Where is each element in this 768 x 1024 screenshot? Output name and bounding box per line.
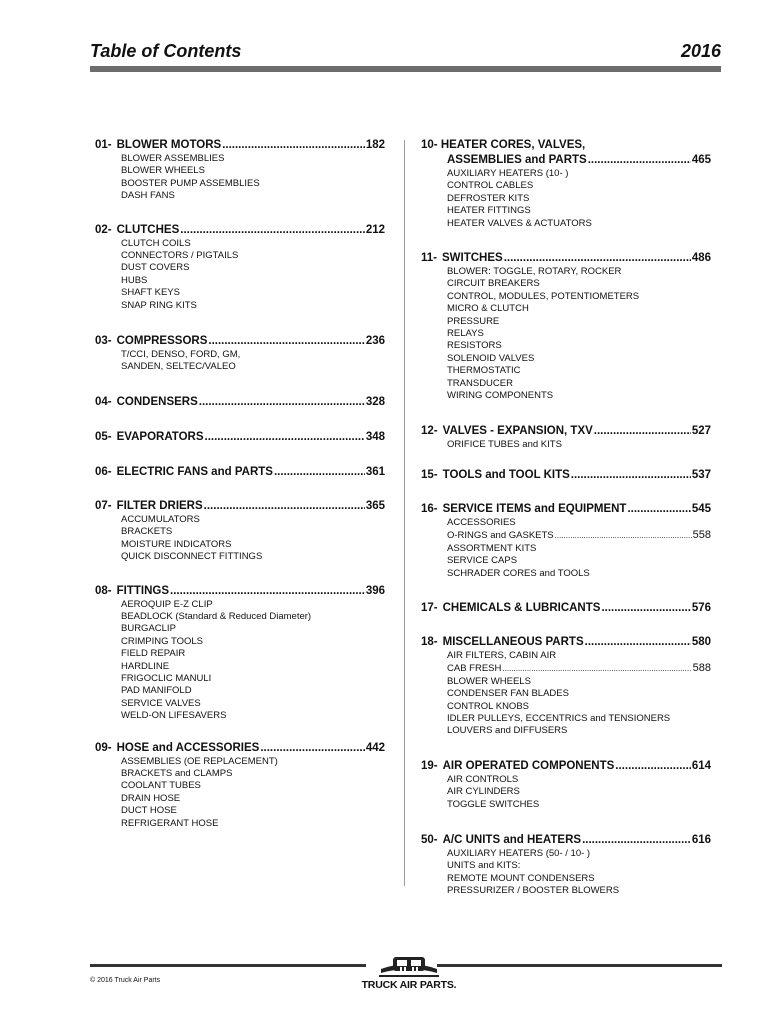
subitem: RESISTORS	[447, 340, 502, 352]
page-number: 442	[365, 741, 385, 754]
subitem-list	[421, 650, 711, 738]
toc-section	[421, 833, 711, 898]
section-number: 16-	[421, 502, 438, 515]
footer-rule-right	[437, 964, 722, 967]
section-title-text: SERVICE ITEMS and EQUIPMENT	[442, 502, 627, 515]
subitem-list	[95, 349, 385, 374]
subitem-list	[95, 756, 385, 830]
section-title	[421, 635, 711, 650]
subitem: WELD-ON LIFESAVERS	[121, 710, 227, 722]
section-title	[421, 153, 711, 168]
subitem: SOLENOID VALVES	[447, 352, 535, 364]
subitem: CONTROL, MODULES, POTENTIOMETERS	[447, 290, 640, 302]
section-number: 50-	[421, 834, 438, 846]
header-rule	[90, 66, 721, 72]
subitem: BLOWER: TOGGLE, ROTARY, ROCKER	[447, 266, 622, 278]
footer-rule-left	[90, 964, 366, 967]
subitem: PRESSURE	[447, 315, 500, 327]
section-number: 15-	[421, 468, 438, 481]
section-number: 17-	[421, 601, 438, 614]
subitem: SERVICE VALVES	[121, 697, 201, 709]
subitem: IDLER PULLEYS, ECCENTRICS and TENSIONERS	[447, 712, 671, 724]
subitem: AEROQUIP E-Z CLIP	[121, 598, 213, 610]
toc-column-left	[95, 138, 385, 830]
page-number: 527	[691, 424, 711, 437]
subitem: HEATER VALVES & ACTUATORS	[447, 217, 592, 229]
page-title: Table of Contents	[90, 41, 242, 61]
section-title-text: MISCELLANEOUS PARTS	[442, 635, 584, 648]
subitem-list	[95, 238, 385, 312]
section-title-text: ASSEMBLIES and PARTS	[447, 154, 587, 166]
leader-dots	[205, 430, 365, 445]
section-title	[421, 251, 711, 266]
leader-dots	[180, 223, 365, 238]
toc-section	[95, 334, 385, 374]
section-title	[421, 833, 711, 848]
section-title	[95, 741, 385, 756]
leader-dots	[204, 499, 365, 514]
subitem: AIR CONTROLS	[447, 773, 519, 785]
section-title-text: HOSE and ACCESSORIES	[116, 741, 260, 754]
page-number: 348	[365, 430, 385, 443]
subitem: UNITS and KITS:	[447, 860, 521, 872]
copyright-text: © 2016 Truck Air Parts	[90, 977, 161, 984]
subitem: CRIMPING TOOLS	[121, 635, 203, 647]
page-number: 182	[365, 139, 385, 151]
subitem: AUXILIARY HEATERS (50- / 10- )	[447, 848, 591, 859]
leader-dots	[588, 153, 691, 168]
subitem: BOOSTER PUMP ASSEMBLIES	[121, 177, 260, 189]
leader-dots	[504, 251, 691, 266]
section-title	[421, 424, 711, 439]
section-title	[421, 759, 711, 774]
leader-dots	[199, 395, 365, 410]
subitem-list	[95, 599, 385, 723]
section-title	[95, 223, 385, 238]
section-number: 03-	[95, 335, 112, 348]
leader-dots	[170, 584, 365, 599]
section-number: 19-	[421, 759, 438, 772]
section-title-text: CLUTCHES	[116, 223, 180, 236]
subitem: TOGGLE SWITCHES	[447, 798, 540, 810]
page-number: 236	[365, 335, 385, 348]
section-title-text: TOOLS and TOOL KITS	[442, 468, 570, 481]
section-number: 01-	[95, 139, 112, 151]
page-number: 465	[691, 154, 711, 166]
section-title-text: BLOWER MOTORS	[116, 139, 222, 151]
subitem: BLOWER ASSEMBLIES	[121, 153, 225, 164]
section-title-line1	[421, 138, 711, 153]
toc-section	[95, 465, 385, 480]
section-title	[95, 430, 385, 445]
subitem: ACCUMULATORS	[121, 513, 200, 525]
subitem: TRANSDUCER	[447, 377, 513, 389]
subitem: BLOWER WHEELS	[121, 165, 205, 177]
subitem: MICRO & CLUTCH	[447, 303, 529, 315]
subitem: THERMOSTATIC	[447, 365, 521, 377]
subitem-list	[421, 517, 711, 580]
section-title-text: COMPRESSORS	[116, 335, 208, 348]
section-number: 10-	[421, 139, 438, 151]
toc-section	[421, 424, 711, 451]
subitem: CONNECTORS / PIGTAILS	[121, 250, 239, 262]
subitem: HUBS	[121, 274, 148, 286]
subitem: COOLANT TUBES	[121, 780, 201, 792]
subitem: QUICK DISCONNECT FITTINGS	[121, 551, 263, 563]
page-number: 614	[691, 759, 711, 772]
subitem: DUCT HOSE	[121, 805, 177, 817]
subitem: DEFROSTER KITS	[447, 192, 530, 204]
subitem-list	[421, 439, 711, 451]
toc-section	[421, 502, 711, 580]
toc-section	[95, 584, 385, 723]
subitem: SCHRADER CORES and TOOLS	[447, 567, 590, 579]
section-title-text: AIR OPERATED COMPONENTS	[442, 759, 615, 772]
subitem-list	[421, 774, 711, 811]
section-title-text: A/C UNITS and HEATERS	[442, 834, 582, 846]
subitem-text: O-RINGS and GASKETS	[447, 530, 554, 542]
subitem	[447, 529, 711, 542]
page-number: 361	[365, 465, 385, 478]
section-title-text: CONDENSERS	[116, 395, 198, 408]
toc-section	[421, 635, 711, 738]
page-number: 537	[691, 468, 711, 481]
subitem: AIR FILTERS, CABIN AIR	[447, 649, 557, 661]
subitem: SANDEN, SELTEC/VALEO	[121, 361, 236, 373]
page-number: 212	[365, 223, 385, 236]
subitem: FIELD REPAIR	[121, 648, 186, 660]
section-number: 05-	[95, 430, 112, 443]
section-number: 09-	[95, 741, 112, 754]
leader-dots	[627, 502, 690, 517]
page-number: 580	[691, 635, 711, 648]
subitem-list	[95, 514, 385, 564]
leader-dots	[502, 663, 691, 675]
leader-dots	[260, 741, 364, 756]
section-title	[95, 138, 385, 153]
section-title-text: FITTINGS	[116, 584, 170, 597]
toc-section	[421, 468, 711, 483]
section-title	[421, 468, 711, 483]
subitem: HARDLINE	[121, 660, 170, 672]
page-number: 588	[692, 662, 711, 675]
section-number: 07-	[95, 499, 112, 512]
column-divider	[404, 140, 405, 886]
page-number: 576	[691, 601, 711, 614]
section-title	[421, 502, 711, 517]
subitem-list	[421, 266, 711, 402]
subitem: BRACKETS and CLAMPS	[121, 767, 233, 779]
page-number: 365	[365, 499, 385, 512]
leader-dots	[601, 601, 690, 616]
subitem: BEADLOCK (Standard & Reduced Diameter)	[121, 610, 312, 622]
toc-section	[421, 251, 711, 402]
section-title-text: SWITCHES	[442, 252, 503, 265]
section-title-text: ELECTRIC FANS and PARTS	[116, 465, 273, 478]
section-title-text: CHEMICALS & LUBRICANTS	[442, 601, 601, 614]
subitem-list	[421, 848, 711, 898]
subitem: CIRCUIT BREAKERS	[447, 278, 540, 290]
section-title	[95, 584, 385, 599]
page-number: 558	[692, 529, 711, 542]
subitem: CONTROL KNOBS	[447, 700, 529, 712]
subitem: DASH FANS	[121, 190, 175, 202]
toc-section	[421, 138, 711, 230]
subitem: ASSEMBLIES (OE REPLACEMENT)	[121, 755, 278, 767]
subitem: REFRIGERANT HOSE	[121, 817, 219, 829]
section-title	[95, 499, 385, 514]
subitem: HEATER FITTINGS	[447, 205, 531, 217]
subitem: BLOWER WHEELS	[447, 675, 531, 687]
section-title-text: FILTER DRIERS	[116, 499, 203, 512]
toc-section	[421, 759, 711, 811]
leader-dots	[615, 759, 691, 774]
toc-section	[95, 138, 385, 203]
subitem: PAD MANIFOLD	[121, 685, 192, 697]
section-title	[95, 465, 385, 480]
section-title-text: EVAPORATORS	[116, 430, 204, 443]
section-number: 11-	[421, 252, 437, 265]
logo-wordmark: TRUCK AIR PARTS.	[361, 979, 457, 991]
page-number: 486	[691, 252, 711, 265]
truck-icon	[349, 953, 469, 981]
subitem: SHAFT KEYS	[121, 287, 180, 299]
page-number: 396	[365, 584, 385, 597]
subitem: FRIGOCLIC MANULI	[121, 672, 212, 684]
subitem: T/CCI, DENSO, FORD, GM,	[121, 349, 241, 361]
subitem: RELAYS	[447, 328, 484, 340]
subitem: BURGACLIP	[121, 623, 176, 635]
leader-dots	[274, 465, 365, 480]
section-number: 18-	[421, 635, 438, 648]
toc-section	[95, 499, 385, 564]
subitem: CONTROL CABLES	[447, 180, 534, 192]
toc-section	[95, 223, 385, 312]
subitem	[447, 662, 711, 675]
subitem-list	[95, 153, 385, 203]
toc-section	[95, 395, 385, 410]
subitem: CONDENSER FAN BLADES	[447, 688, 569, 700]
toc-section	[421, 601, 711, 616]
subitem: REMOTE MOUNT CONDENSERS	[447, 872, 595, 884]
leader-dots	[555, 530, 692, 542]
subitem: ASSORTMENT KITS	[447, 542, 537, 554]
section-title	[95, 334, 385, 349]
company-logo	[349, 953, 469, 993]
leader-dots	[208, 334, 364, 349]
leader-dots	[582, 833, 691, 848]
leader-dots	[571, 468, 691, 483]
page-year: 2016	[680, 41, 721, 61]
subitem: MOISTURE INDICATORS	[121, 538, 232, 550]
subitem: BRACKETS	[121, 526, 173, 538]
page-number: 545	[691, 502, 711, 515]
section-title	[421, 601, 711, 616]
section-title-text: VALVES - EXPANSION, TXV	[442, 424, 593, 437]
section-number: 12-	[421, 424, 438, 437]
subitem: DUST COVERS	[121, 262, 190, 274]
page-number: 616	[691, 834, 711, 846]
subitem: AUXILIARY HEATERS (10- )	[447, 168, 569, 179]
subitem: DRAIN HOSE	[121, 792, 181, 804]
section-title	[95, 395, 385, 410]
subitem: ACCESSORIES	[447, 516, 516, 528]
leader-dots	[594, 424, 691, 439]
toc-section	[95, 430, 385, 445]
subitem: AIR CYLINDERS	[447, 786, 520, 798]
section-number: 04-	[95, 395, 112, 408]
section-number: 02-	[95, 223, 112, 236]
toc-section	[95, 741, 385, 830]
leader-dots	[222, 138, 365, 153]
subitem-list	[421, 168, 711, 230]
section-number: 08-	[95, 584, 112, 597]
subitem: SNAP RING KITS	[121, 299, 197, 311]
subitem: PRESSURIZER / BOOSTER BLOWERS	[447, 885, 620, 897]
page-number: 328	[365, 395, 385, 408]
toc-column-right	[421, 138, 711, 898]
subitem: LOUVERS and DIFFUSERS	[447, 725, 568, 737]
subitem: ORIFICE TUBES and KITS	[447, 438, 562, 450]
subitem: SERVICE CAPS	[447, 555, 518, 567]
leader-dots	[585, 635, 691, 650]
section-title-text: HEATER CORES, VALVES,	[440, 139, 586, 151]
section-number: 06-	[95, 465, 112, 478]
subitem-text: CAB FRESH	[447, 663, 502, 675]
subitem: CLUTCH COILS	[121, 237, 191, 249]
subitem: WIRING COMPONENTS	[447, 390, 554, 402]
